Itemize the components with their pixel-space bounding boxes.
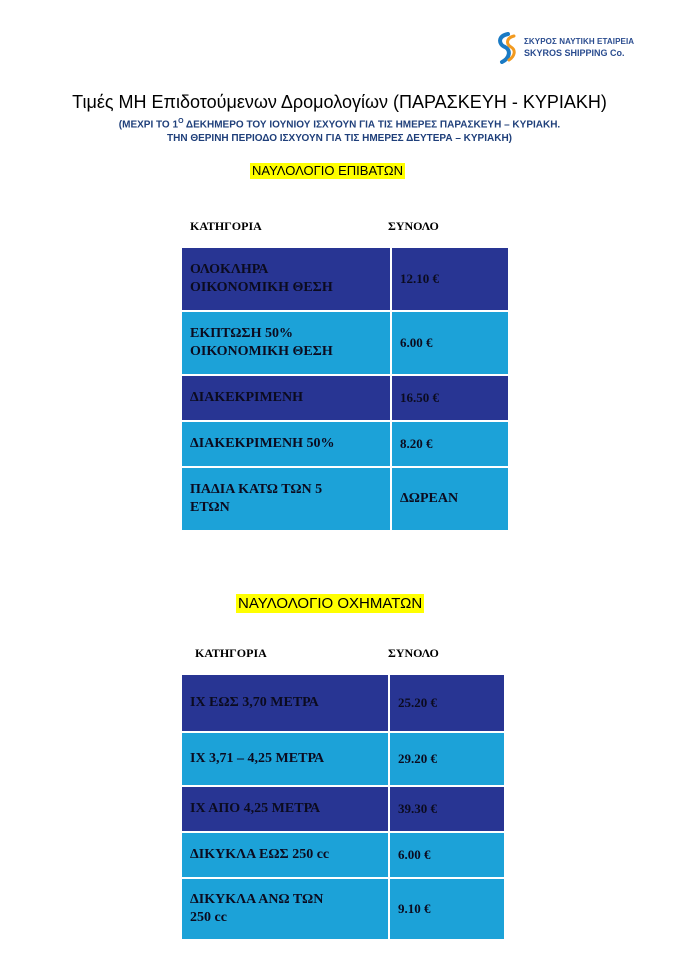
vehicle-fares-heading: ΝΑΥΛΟΛΟΓΙΟ ΟΧΗΜΑΤΩΝ: [238, 595, 423, 612]
fare-price: 25.20 €: [389, 674, 505, 732]
vehicle-category-column-header: ΚΑΤΗΓΟΡΙΑ: [195, 646, 267, 660]
fare-price: 39.30 €: [389, 786, 505, 832]
subtitle-line-2: ΤΗΝ ΘΕΡΙΝΗ ΠΕΡΙΟΔΟ ΙΣΧΥΟΥΝ ΓΙΑ ΤΙΣ ΗΜΕΡΕΣ ΔΕΥΤΕΡΑ – ΚΥΡΙΑΚΗ): [166, 133, 512, 144]
fare-price: 29.20 €: [389, 732, 505, 786]
passenger-fares-heading: ΝΑΥΛΟΛΟΓΙΟ ΕΠΙΒΑΤΩΝ: [252, 163, 403, 178]
fare-category-line-1: ΠΑΔΙΑ ΚΑΤΩ ΤΩΝ 5: [190, 482, 323, 497]
fare-category: ΙΧ 3,71 – 4,25 ΜΕΤΡΑ: [181, 732, 389, 786]
fare-price: 6.00 €: [391, 311, 509, 375]
passenger-category-column-header: ΚΑΤΗΓΟΡΙΑ: [190, 219, 262, 233]
subtitle-line-1-start: (ΜΕΧΡΙ ΤΟ 1: [118, 119, 179, 131]
page-title: Τιμές ΜΗ Επιδοτούμενων Δρομολογίων (ΠΑΡΑΣΚΕΥΗ - ΚΥΡΙΑΚΗ): [72, 92, 607, 112]
fare-category: ΔΙΚΥΚΛΑ ΕΩΣ 250 cc: [181, 832, 389, 878]
subtitle-line-1-superscript: Ο: [178, 118, 184, 125]
passenger-total-column-header: ΣΥΝΟΛΟ: [388, 219, 439, 233]
subtitle-line-1-end: ΔΕΚΗΜΕΡΟ ΤΟΥ ΙΟΥΝΙΟΥ ΙΣΧΥΟΥΝ ΓΙΑ ΤΙΣ ΗΜΕΡΕΣ ΠΑΡΑΣΚΕΥΗ – ΚΥΡΙΑΚΗ.: [183, 119, 561, 131]
fare-category-line-2: ΟΙΚΟΝΟΜΙΚΗ ΘΕΣΗ: [190, 344, 333, 359]
fare-category-line-2: 250 cc: [190, 910, 227, 925]
fare-category: ΔΙΑΚΕΚΡΙΜΕΝΗ 50%: [181, 421, 391, 467]
passenger-fares-table: [180, 246, 510, 532]
fare-category: [181, 247, 391, 311]
fare-category-line-2: ΟΙΚΟΝΟΜΙΚΗ ΘΕΣΗ: [190, 280, 333, 295]
passenger-fare-row: [181, 247, 509, 311]
passenger-fare-row: [181, 375, 509, 421]
fare-price: 16.50 €: [391, 375, 509, 421]
subtitle-line-1: [0, 118, 679, 130]
vehicle-fare-row: [181, 786, 505, 832]
fare-category-line-2: ΕΤΩΝ: [190, 500, 230, 515]
vehicle-total-column-header: ΣΥΝΟΛΟ: [388, 646, 439, 660]
fare-price: 9.10 €: [389, 878, 505, 940]
fare-category: ΔΙΑΚΕΚΡΙΜΕΝΗ: [181, 375, 391, 421]
fare-category: [181, 878, 389, 940]
fare-category: ΙΧ ΑΠΟ 4,25 ΜΕΤΡΑ: [181, 786, 389, 832]
vehicle-fare-row: [181, 732, 505, 786]
passenger-fare-row: [181, 311, 509, 375]
logo-english-name: SKYROS SHIPPING Co.: [524, 48, 625, 58]
fare-category: [181, 467, 391, 531]
fare-category-line-1: ΕΚΠΤΩΣΗ 50%: [190, 326, 293, 341]
fare-category: [181, 311, 391, 375]
vehicle-fare-row: [181, 878, 505, 940]
fare-price: 8.20 €: [391, 421, 509, 467]
fare-category-line-1: ΔΙΚΥΚΛΑ ΑΝΩ ΤΩΝ: [190, 892, 324, 907]
vehicle-fares-table: [180, 673, 506, 941]
company-logo: [494, 32, 634, 64]
passenger-fare-row: [181, 467, 509, 531]
fare-price: 12.10 €: [391, 247, 509, 311]
passenger-fare-row: [181, 421, 509, 467]
fare-price: 6.00 €: [389, 832, 505, 878]
fare-category-line-1: ΟΛΟΚΛΗΡΑ: [190, 262, 269, 277]
fare-price: ΔΩΡΕΑΝ: [391, 467, 509, 531]
fare-category: ΙΧ ΕΩΣ 3,70 ΜΕΤΡΑ: [181, 674, 389, 732]
vehicle-fare-row: [181, 832, 505, 878]
skyros-logo-icon: [494, 32, 520, 64]
logo-greek-name: ΣΚΥΡΟΣ ΝΑΥΤΙΚΗ ΕΤΑΙΡΕΙΑ: [524, 37, 635, 46]
vehicle-fare-row: [181, 674, 505, 732]
